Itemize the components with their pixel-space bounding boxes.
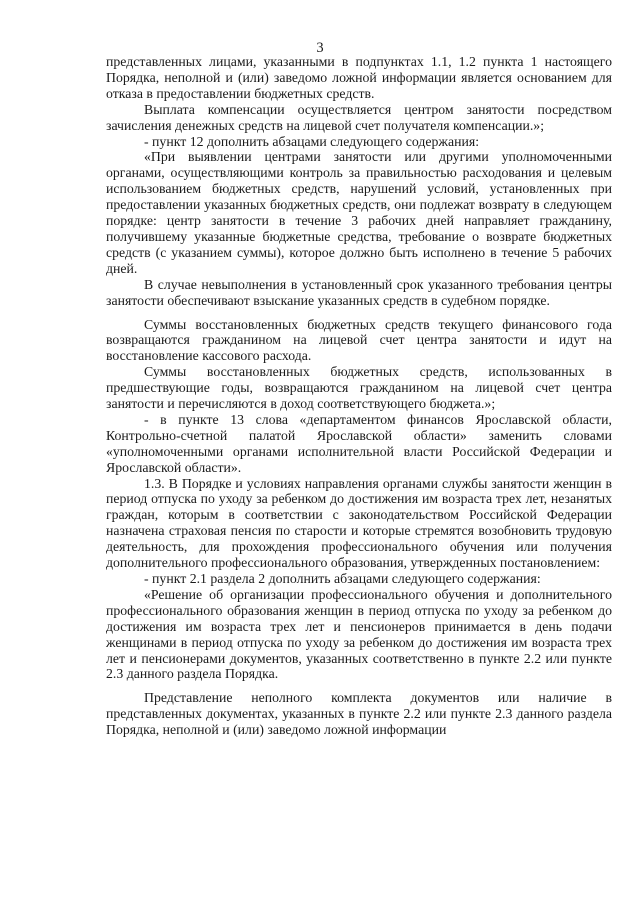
- page-number: 3: [316, 40, 324, 56]
- paragraph-current-year-funds: Суммы восстановленных бюджетных средств текущего финансового года возвращаются гражданином на лицевой счет центра занятости и идут на восстановление кассового расхода.: [106, 316, 612, 364]
- document-body: [106, 54, 612, 738]
- paragraph-failure-to-comply: В случае невыполнения в установленный срок указанного требования центры занятости обеспечивают взыскание указанных средств в судебном порядке.: [106, 276, 612, 308]
- paragraph-continuation: представленных лицами, указанными в подпунктах 1.1, 1.2 пункта 1 настоящего Порядка, неполной и (или) заведомо ложной информации является основанием для отказа в предоставлении бюджетных средств.: [106, 54, 612, 101]
- paragraph-incomplete-documents: Представление неполного комплекта документов или наличие в представленных документах, указанных в пункте 2.2 или пункте 2.3 данного раздела Порядка, неполной и (или) заведомо ложной информации: [106, 690, 612, 738]
- paragraph-violation-detection: «При выявлении центрами занятости или другими уполномоченными органами, осуществляющими контроль за правильностью расходования и целевым использованием бюджетных средств, нарушений условий, установленных при предоставлении указанных бюджетных средств, они подлежат возврату в следующем порядке: центр занятости в течение 3 рабочих дней направляет гражданину, получившему указанные бюджетные средства, требование о возврате бюджетных средств (с указанием суммы), которое должно быть исполнено в течение 5 рабочих дней.: [106, 149, 612, 276]
- paragraph-point-2-1: - пункт 2.1 раздела 2 дополнить абзацами следующего содержания:: [144, 571, 541, 586]
- paragraph-point-13: - в пункте 13 слова «департаментом финансов Ярославской области, Контрольно-счетной палатой Ярославской области» заменить словами «уполномоченными органами исполнительной власти Российской Федерации и Ярославской области».: [106, 411, 612, 475]
- paragraph-section-1-3: 1.3. В Порядке и условиях направления органами службы занятости женщин в период отпуска по уходу за ребенком до достижения им возраста трех лет, незанятых граждан, которым в соответствии с законодательством Российской Федерации назначена страховая пенсия по старости и которые стремятся возобновить трудовую деятельность, для прохождения профессионального обучения или получения дополнительного профессионального образования, утвержденных постановлением:: [106, 475, 612, 571]
- paragraph-point-12: - пункт 12 дополнить абзацами следующего содержания:: [144, 133, 480, 149]
- paragraph-previous-years-funds: Суммы восстановленных бюджетных средств, использованных в предшествующие годы, возвращаются гражданином на лицевой счет центра занятости и перечисляются в доход соответствующего бюджета.»;: [106, 364, 612, 412]
- paragraph-compensation-payment: Выплата компенсации осуществляется центром занятости посредством зачисления денежных средств на лицевой счет получателя компенсации.»;: [106, 101, 612, 133]
- paragraph-decision: «Решение об организации профессионального обучения и дополнительного профессионального образования женщин в период отпуска по уходу за ребенком до достижения им возраста трех лет и пенсионеров принимается в день подачи женщинами в период отпуска по уходу за ребенком до достижения им возраста трех лет и пенсионерами документов, указанных соответственно в пункте 2.2 или пункте 2.3 данного раздела Порядка.: [106, 586, 612, 682]
